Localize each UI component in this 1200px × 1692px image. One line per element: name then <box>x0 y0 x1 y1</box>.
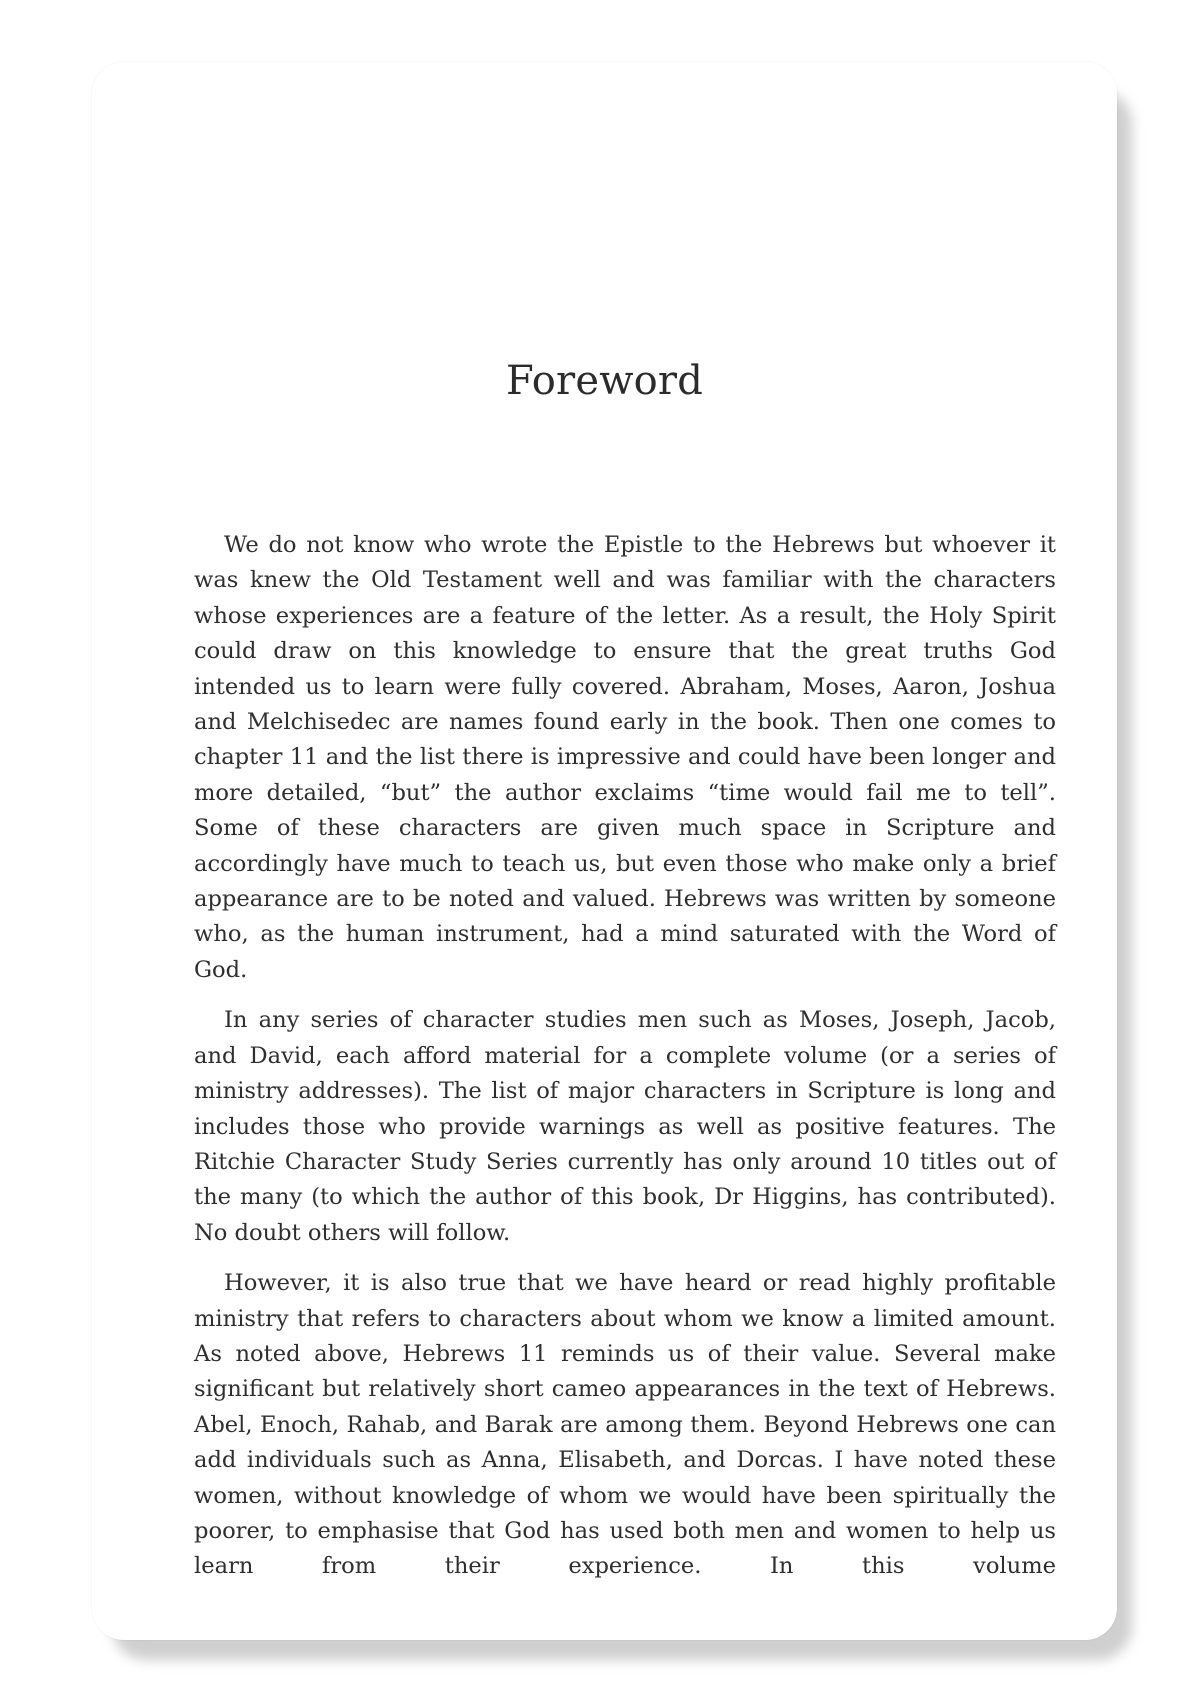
body-text <box>194 528 1056 1600</box>
paragraph-2: In any series of character studies men such as Moses, Joseph, Jacob, and David, each afford material for a complete volume (or a series of ministry addresses). The list of major characters in Scripture is long and includes those who provide warnings as well as positive features. The Ritchie Character Study Series currently has only around 10 titles out of the many (to which the author of this book, Dr Higgins, has contributed). No doubt others will follow. <box>194 1007 1056 1246</box>
paragraph-3: However, it is also true that we have heard or read highly profitable ministry that refers to characters about whom we know a limited amount. As noted above, Hebrews 11 reminds us of their value. Several make significant but relatively short cameo appearances in the text of Hebrews. Abel, Enoch, Rahab, and Barak are among them. Beyond Hebrews one can add individuals such as Anna, Elisabeth, and Dorcas. I have noted these women, without knowledge of whom we would have been spiritually the poorer, to emphasise that God has used both men and women to help us learn from their experience. In this volume <box>194 1270 1056 1580</box>
page-title: Foreword <box>505 358 704 404</box>
document-page <box>92 62 1117 1640</box>
paragraph-1: We do not know who wrote the Epistle to the Hebrews but whoever it was knew the Old Testament well and was familiar with the characters whose experiences are a feature of the letter. As a result, the Holy Spirit could draw on this knowledge to ensure that the great truths God intended us to learn were fully covered. Abraham, Moses, Aaron, Joshua and Melchisedec are names found early in the book. Then one comes to chapter 11 and the list there is impressive and could have been longer and more detailed, “but” the author exclaims “time would fail me to tell”. Some of these characters are given much space in Scripture and accordingly have much to teach us, but even those who make only a brief appearance are to be noted and valued. Hebrews was written by someone who, as the human instrument, had a mind saturated with the Word of God. <box>194 532 1056 983</box>
